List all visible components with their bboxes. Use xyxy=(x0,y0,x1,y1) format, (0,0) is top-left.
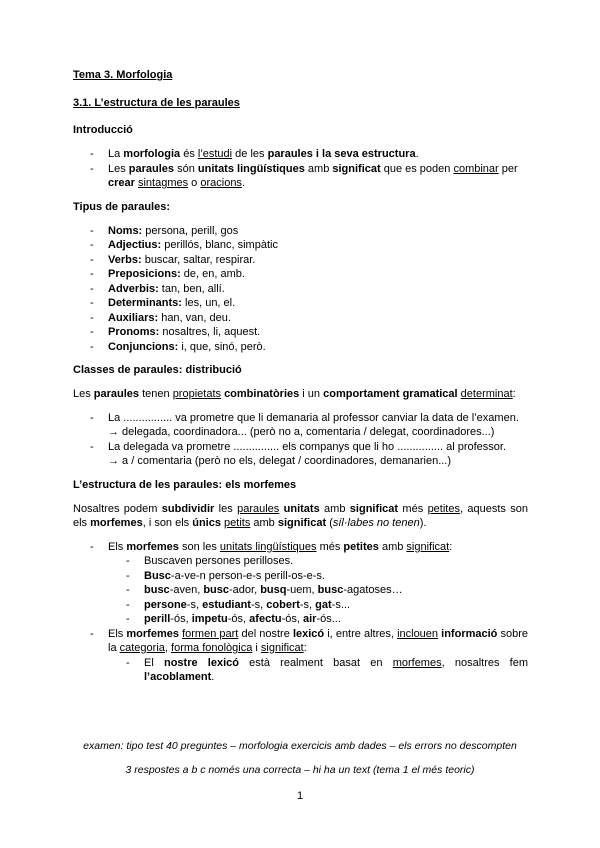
list-item: - perill-ós, impetu-ós, afectu-ós, air-ós... xyxy=(108,612,528,627)
section-title: 3.1. L’estructura de les paraules xyxy=(73,97,240,109)
tipus-list xyxy=(73,224,528,355)
list-item: - Adverbis: tan, ben, allí. xyxy=(73,282,528,297)
intro-list xyxy=(73,147,528,191)
list-item: - Auxiliars: han, van, deu. xyxy=(73,311,528,326)
list-item: - busc-aven, busc-ador, busq-uem, busc-agatoses… xyxy=(108,583,528,598)
list-item: - Busc-a-ve-n person-e-s perill-os-e-s. xyxy=(108,569,528,584)
list-item: - Adjectius: perillós, blanc, simpàtic xyxy=(73,238,528,253)
classes-heading: Classes de paraules: distribució xyxy=(73,364,242,376)
tipus-heading: Tipus de paraules: xyxy=(73,200,170,213)
list-item: - Preposicions: de, en, amb. xyxy=(73,267,528,282)
document-title: Tema 3. Morfologia xyxy=(73,69,173,81)
list-item: - persone-s, estudiant-s, cobert-s, gat-s... xyxy=(108,598,528,613)
lexico-list xyxy=(108,656,528,685)
examples-list xyxy=(108,554,528,627)
list-item: - El nostre lexicó està realment basat en morfemes, nosaltres fem l’acoblament. xyxy=(108,656,528,685)
list-item: - La ................ va prometre que li demanaria al professor canviar la data de l’examen. → delegada, coordinadora... (però no a, comentaria / delegat, coordinadores...) xyxy=(73,411,528,440)
morfemes-list xyxy=(73,540,528,685)
document-body xyxy=(73,68,528,685)
list-item: - Els morfemes formen part del nostre lexicó i, entre altres, inclouen informació sobre la categoria, forma fonològica i significat: - El nostre lexicó està realment basat en morfemes, nosaltres fem l’acoblament. xyxy=(73,627,528,685)
list-item: - La morfologia és l’estudi de les paraules i la seva estructura. xyxy=(73,147,528,162)
list-item: - Les paraules són unitats lingüístiques amb significat que es poden combinar per crear sintagmes o oracions. xyxy=(73,162,528,191)
classes-paragraph: Les paraules tenen propietats combinatòries i un comportament gramatical determinat: xyxy=(73,388,516,400)
list-item: - La delegada va prometre ............... els companys que li ho ............... al professor. → a / comentaria (però no els, delegat / coordinadores, demanarien...) xyxy=(73,440,528,469)
intro-heading: Introducció xyxy=(73,124,133,136)
footer-note-answers: 3 respostes a b c només una correcta – hi ha un text (tema 1 el més teoric) xyxy=(125,764,475,776)
footer-note-exam: examen: tipo test 40 preguntes – morfologia exercicis amb dades – els errors no descompten xyxy=(83,740,517,752)
list-item: - Verbs: buscar, saltar, respirar. xyxy=(73,253,528,268)
page-number: 1 xyxy=(296,790,304,802)
morfemes-heading: L’estructura de les paraules: els morfemes xyxy=(73,478,297,491)
list-item: - Buscaven persones perilloses. xyxy=(108,554,528,569)
list-item: - Pronoms: nosaltres, li, aquest. xyxy=(73,325,528,340)
list-item: - Determinants: les, un, el. xyxy=(73,296,528,311)
classes-list xyxy=(73,411,528,469)
list-item: - Els morfemes son les unitats lingüístiques més petites amb significat: - Buscaven persones perilloses. - Busc-a-ve-n person-e-s perill-os-e-s. - busc-aven, busc-ador, busq-uem, busc-agatoses… - persone-s, estudiant-s, cobert-s, gat-s... - perill-ós, impetu-ós, afectu-ós, air-ós... xyxy=(73,540,528,627)
list-item: - Conjuncions: i, que, sinó, però. xyxy=(73,340,528,355)
morfemes-paragraph: Nosaltres podem subdividir les paraules unitats amb significat més petites, aquests son els morfemes, i son els únics petits amb significat (síl·labes no tenen). xyxy=(73,502,528,529)
list-item: - Noms: persona, perill, gos xyxy=(73,224,528,239)
